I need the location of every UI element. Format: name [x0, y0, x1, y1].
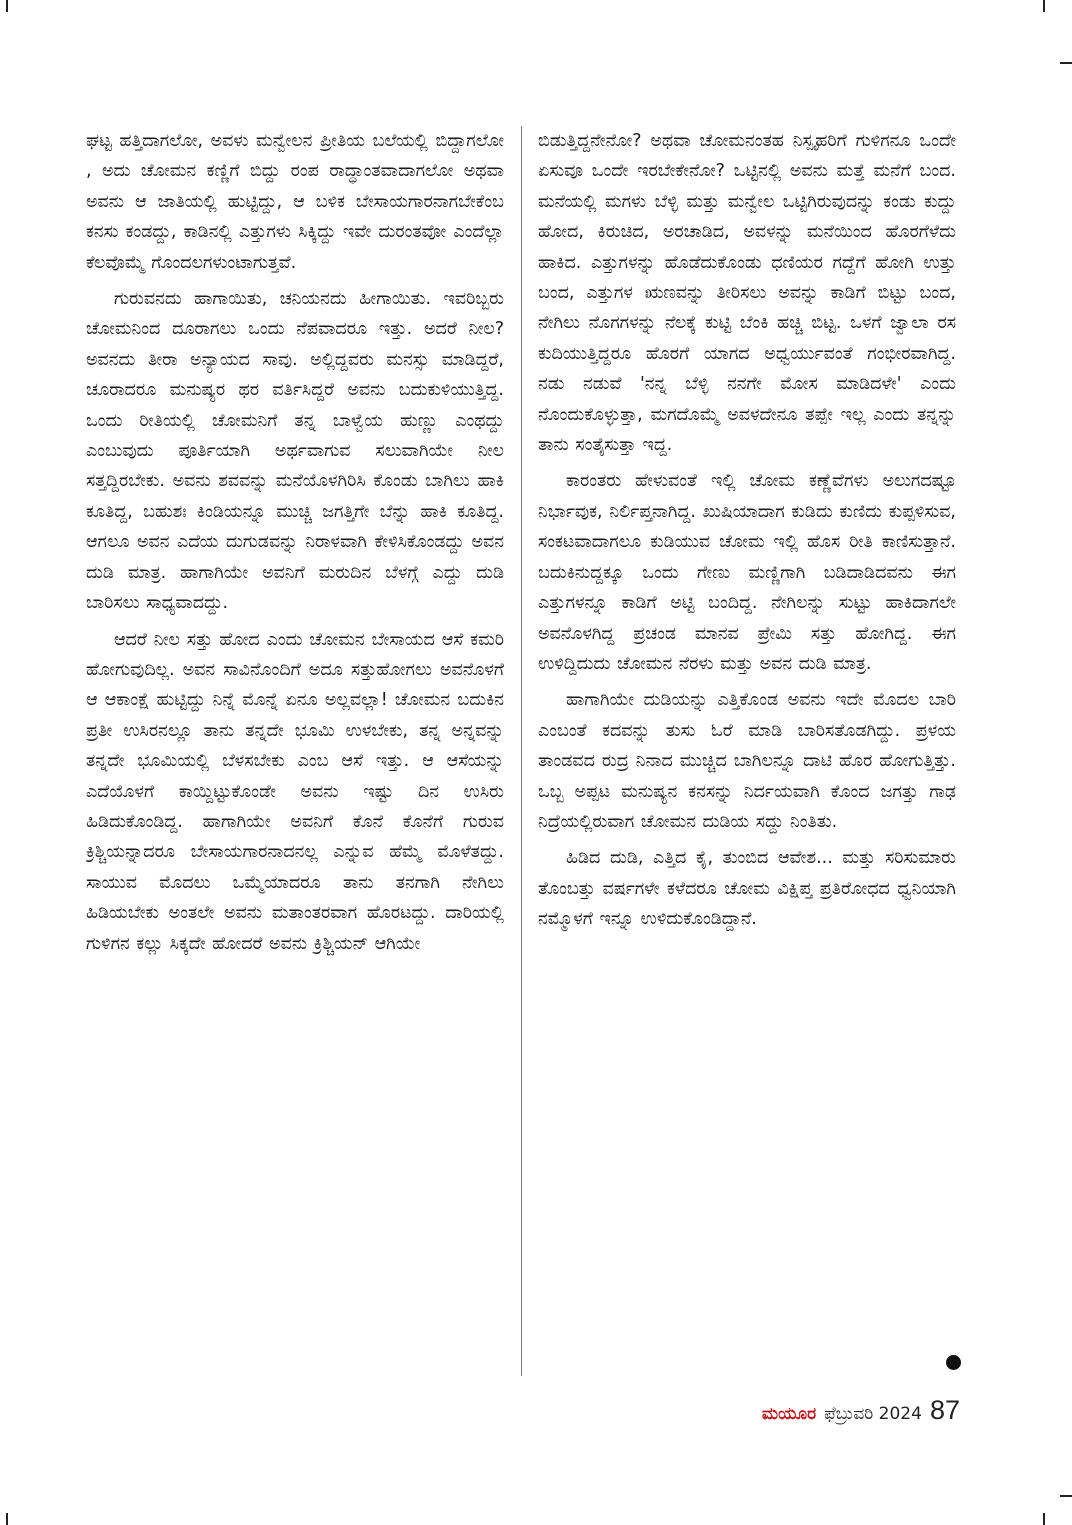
paragraph: ಆದರೆ ನೀಲ ಸತ್ತು ಹೋದ ಎಂದು ಚೋಮನ ಬೇಸಾಯದ ಆಸೆ ಕಮರಿ ಹೋಗುವುದಿಲ್ಲ. ಅವನ ಸಾವಿನೊಂದಿಗೆ ಅದೂ ಸತ್ತುಹೋಗಲು ಅವನೊಳಗೆ ಆ ಆಕಾಂಕ್ಷೆ ಹುಟ್ಟಿದ್ದು ನಿನ್ನೆ ಮೊನ್ನೆ ಏನೂ ಅಲ್ಲವಲ್ಲಾ! ಚೋಮನ ಬದುಕಿನ ಪ್ರತೀ ಉಸಿರನಲ್ಲೂ ತಾನು ತನ್ನದೇ ಭೂಮಿ ಉಳಬೇಕು, ತನ್ನ ಅನ್ನವನ್ನು ತನ್ನದೇ ಭೂಮಿಯಲ್ಲಿ ಬೆಳಸಬೇಕು ಎಂಬ ಆಸೆ ಇತ್ತು. ಆ ಆಸೆಯನ್ನು ಎದೆಯೊಳಗೆ ಕಾಯ್ದಿಟ್ಟುಕೊಂಡೇ ಅವನು ಇಷ್ಟು ದಿನ ಉಸಿರು ಹಿಡಿದುಕೊಂಡಿದ್ದ. ಹಾಗಾಗಿಯೇ ಅವನಿಗೆ ಕೊನೆ ಕೊನೆಗೆ ಗುರುವ ಕ್ರಿಶ್ಚಿಯನ್ನಾದರೂ ಬೇಸಾಯಗಾರನಾದನಲ್ಲ ಎನ್ನುವ ಹೆಮ್ಮೆ ಮೊಳೆತದ್ದು. ಸಾಯುವ ಮೊದಲು ಒಮ್ಮೆಯಾದರೂ ತಾನು ತನಗಾಗಿ ನೇಗಿಲು ಹಿಡಿಯಬೇಕು ಅಂತಲೇ ಅವನು ಮತಾಂತರವಾಗ ಹೊರಟದ್ದು. ದಾರಿಯಲ್ಲಿ ಗುಳಿಗನ ಕಲ್ಲು ಸಿಕ್ಕದೇ ಹೋದರೆ ಅವನು ಕ್ರಿಶ್ಚಿಯನ್ ಆಗಿಯೇ	[86, 629, 504, 954]
crop-mark-right-lower	[1060, 1495, 1072, 1497]
magazine-logo: ಮಯೂರ	[761, 1404, 817, 1424]
crop-mark-top-left	[6, 0, 8, 12]
issue-date: ಫೆಬ್ರುವರಿ 2024	[824, 1404, 922, 1424]
end-of-article-bullet-icon	[946, 1355, 961, 1370]
paragraph: ಕಾರಂತರು ಹೇಳುವಂತೆ ಇಲ್ಲಿ ಚೋಮ ಕಣ್ಣೆವೆಗಳು ಅಲುಗದಷ್ಟೂ ನಿರ್ಭಾವುಕ, ನಿರ್ಲಿಪ್ತನಾಗಿದ್ದ. ಖುಷಿಯಾದಾಗ ಕುಡಿದು ಕುಣಿದು ಕುಪ್ಪಳಿಸುವ, ಸಂಕಟವಾದಾಗಲೂ ಕುಡಿಯುವ ಚೋಮ ಇಲ್ಲಿ ಹೊಸ ರೀತಿ ಕಾಣಿಸುತ್ತಾನೆ. ಬದುಕಿನುದ್ದಕ್ಕೂ ಒಂದು ಗೇಣು ಮಣ್ಣಿಗಾಗಿ ಬಡಿದಾಡಿದವನು ಈಗ ಎತ್ತುಗಳನ್ನೂ ಕಾಡಿಗೆ ಅಟ್ಟಿ ಬಂದಿದ್ದ. ನೇಗಿಲನ್ನು ಸುಟ್ಟು ಹಾಕಿದಾಗಲೇ ಅವನೊಳಗಿದ್ದ ಪ್ರಚಂಡ ಮಾನವ ಪ್ರೇಮಿ ಸತ್ತು ಹೋಗಿದ್ದ. ಈಗ ಉಳಿದ್ದಿದುದು ಚೋಮನ ನೆರಳು ಮತ್ತು ಅವನ ದುಡಿ ಮಾತ್ರ.	[538, 471, 956, 674]
left-column	[86, 126, 504, 1386]
paragraph: ಬಿಡುತ್ತಿದ್ದನೇನೋ? ಅಥವಾ ಚೋಮನಂತಹ ನಿಸ್ಪೃಹರಿಗೆ ಗುಳಿಗನೂ ಒಂದೇ ಏಸುವೂ ಒಂದೇ ಇರಬೇಕೇನೋ? ಒಟ್ಟಿನಲ್ಲಿ ಅವನು ಮತ್ತೆ ಮನೆಗೆ ಬಂದ. ಮನೆಯಲ್ಲಿ ಮಗಳು ಬೆಳ್ಳಿ ಮತ್ತು ಮನ್ವೇಲ ಒಟ್ಟಿಗಿರುವುದನ್ನು ಕಂಡು ಕುದ್ದು ಹೋದ, ಕಿರುಚಿದ, ಅರಚಾಡಿದ, ಅವಳನ್ನು ಮನೆಯಿಂದ ಹೊರಗೆಳೆದು ಹಾಕಿದ. ಎತ್ತುಗಳನ್ನು ಹೊಡೆದುಕೊಂಡು ಧಣಿಯರ ಗದ್ದೆಗೆ ಹೋಗಿ ಉತ್ತು ಬಂದ, ಎತ್ತುಗಳ ಋಣವನ್ನು ತೀರಿಸಲು ಅವನ್ನು ಕಾಡಿಗೆ ಬಿಟ್ಟು ಬಂದ, ನೇಗಿಲು ನೊಗಗಳನ್ನು ನೆಲಕ್ಕೆ ಕುಟ್ಟಿ ಬೆಂಕಿ ಹಚ್ಚಿ ಬಿಟ್ಟ. ಒಳಗೆ ಜ್ವಾಲಾ ರಸ ಕುದಿಯುತ್ತಿದ್ದರೂ ಹೊರಗೆ ಯಾಗದ ಅಧ್ವರ್ಯುವಂತೆ ಗಂಭೀರವಾಗಿದ್ದ. ನಡು ನಡುವೆ 'ನನ್ನ ಬೆಳ್ಳಿ ನನಗೇ ಮೋಸ ಮಾಡಿದಳೇ' ಎಂದು ನೊಂದುಕೊಳ್ಳುತ್ತಾ, ಮಗದೊಮ್ಮೆ ಅವಳದೇನೂ ತಪ್ಪೇ ಇಲ್ಲ ಎಂದು ತನ್ನನ್ನು ತಾನು ಸಂತೈಸುತ್ತಾ ಇದ್ದ.	[538, 131, 956, 456]
right-column	[538, 126, 956, 1386]
crop-mark-bottom-left	[6, 1513, 8, 1525]
page-number: 87	[929, 1395, 960, 1425]
page-footer	[762, 1395, 960, 1426]
paragraph: ಹಾಗಾಗಿಯೇ ದುಡಿಯನ್ನು ಎತ್ತಿಕೊಂಡ ಅವನು ಇದೇ ಮೊದಲ ಬಾರಿ ಎಂಬಂತೆ ಕದವನ್ನು ತುಸು ಓರೆ ಮಾಡಿ ಬಾರಿಸತೊಡಗಿದ್ದು. ಪ್ರಳಯ ತಾಂಡವದ ರುದ್ರ ನಿನಾದ ಮುಚ್ಚಿದ ಬಾಗಿಲನ್ನೂ ದಾಟಿ ಹೊರ ಹೋಗುತ್ತಿತ್ತು. ಒಬ್ಬ ಅಪ್ಪಟ ಮನುಷ್ಯನ ಕನಸನ್ನು ನಿರ್ದಯವಾಗಿ ಕೊಂದ ಜಗತ್ತು ಗಾಢ ನಿದ್ರೆಯಲ್ಲಿರುವಾಗ ಚೋಮನ ದುಡಿಯ ಸದ್ದು ನಿಂತಿತು.	[538, 690, 956, 832]
article-body	[86, 126, 966, 1386]
crop-mark-bottom-right	[1043, 1513, 1045, 1525]
column-divider	[521, 126, 522, 1376]
paragraph: ಗುರುವನದು ಹಾಗಾಯಿತು, ಚನಿಯನದು ಹೀಗಾಯಿತು. ಇವರಿಬ್ಬರು ಚೋಮನಿಂದ ದೂರಾಗಲು ಒಂದು ನೆಪವಾದರೂ ಇತ್ತು. ಅದರೆ ನೀಲ? ಅವನದು ತೀರಾ ಅನ್ಯಾಯದ ಸಾವು. ಅಲ್ಲಿದ್ದವರು ಮನಸ್ಸು ಮಾಡಿದ್ದರೆ, ಚೂರಾದರೂ ಮನುಷ್ಯರ ಥರ ವರ್ತಿಸಿದ್ದರೆ ಅವನು ಬದುಕುಳಿಯುತ್ತಿದ್ದ. ಒಂದು ರೀತಿಯಲ್ಲಿ ಚೋಮನಿಗೆ ತನ್ನ ಬಾಳ್ವೆಯ ಹುಣ್ಣು ಎಂಥದ್ದು ಎಂಬುವುದು ಪೂರ್ತಿಯಾಗಿ ಅರ್ಥವಾಗುವ ಸಲುವಾಗಿಯೇ ನೀಲ ಸತ್ತದ್ದಿರಬೇಕು. ಅವನು ಶವವನ್ನು ಮನೆಯೊಳಗಿರಿಸಿ ಕೊಂಡು ಬಾಗಿಲು ಹಾಕಿ ಕೂತಿದ್ದ, ಬಹುಶಃ ಕಿಂಡಿಯನ್ನೂ ಮುಚ್ಚಿ ಜಗತ್ತಿಗೇ ಬೆನ್ನು ಹಾಕಿ ಕೂತಿದ್ದ. ಆಗಲೂ ಅವನ ಎದೆಯ ದುಗುಡವನ್ನು ನಿರಾಳವಾಗಿ ಕೇಳಿಸಿಕೊಂಡದ್ದು ಅವನ ದುಡಿ ಮಾತ್ರ. ಹಾಗಾಗಿಯೇ ಅವನಿಗೆ ಮರುದಿನ ಬೆಳಗ್ಗೆ ಎದ್ದು ದುಡಿ ಬಾರಿಸಲು ಸಾಧ್ಯವಾದದ್ದು.	[86, 289, 504, 614]
crop-mark-right-upper	[1060, 62, 1072, 64]
paragraph: ಹಿಡಿದ ದುಡಿ, ಎತ್ತಿದ ಕೈ, ತುಂಬಿದ ಆವೇಶ... ಮತ್ತು ಸರಿಸುಮಾರು ತೊಂಬತ್ತು ವರ್ಷಗಳೇ ಕಳೆದರೂ ಚೋಮ ವಿಕ್ಷಿಪ್ತ ಪ್ರತಿರೋಧದ ಧ್ವನಿಯಾಗಿ ನಮ್ಮೊಳಗೆ ಇನ್ನೂ ಉಳಿದುಕೊಂಡಿದ್ದಾನೆ.	[538, 848, 956, 930]
paragraph: ಘಟ್ಟ ಹತ್ತಿದಾಗಲೋ, ಅವಳು ಮನ್ವೇಲನ ಪ್ರೀತಿಯ ಬಲೆಯಲ್ಲಿ ಬಿದ್ದಾಗಲೋ , ಅದು ಚೋಮನ ಕಣ್ಣಿಗೆ ಬಿದ್ದು ರಂಪ ರಾದ್ಧಾಂತವಾದಾಗಲೋ ಅಥವಾ ಅವನು ಆ ಜಾತಿಯಲ್ಲಿ ಹುಟ್ಟಿದ್ದು, ಆ ಬಳಿಕ ಬೇಸಾಯಗಾರನಾಗಬೇಕೆಂಬ ಕನಸು ಕಂಡದ್ದು, ಕಾಡಿನಲ್ಲಿ ಎತ್ತುಗಳು ಸಿಕ್ಕಿದ್ದು ಇವೇ ದುರಂತವೋ ಎಂದೆಲ್ಲಾ ಕೆಲವೊಮ್ಮೆ ಗೊಂದಲಗಳುಂಟಾಗುತ್ತವೆ.	[86, 131, 504, 273]
crop-mark-top-right	[1043, 0, 1045, 12]
